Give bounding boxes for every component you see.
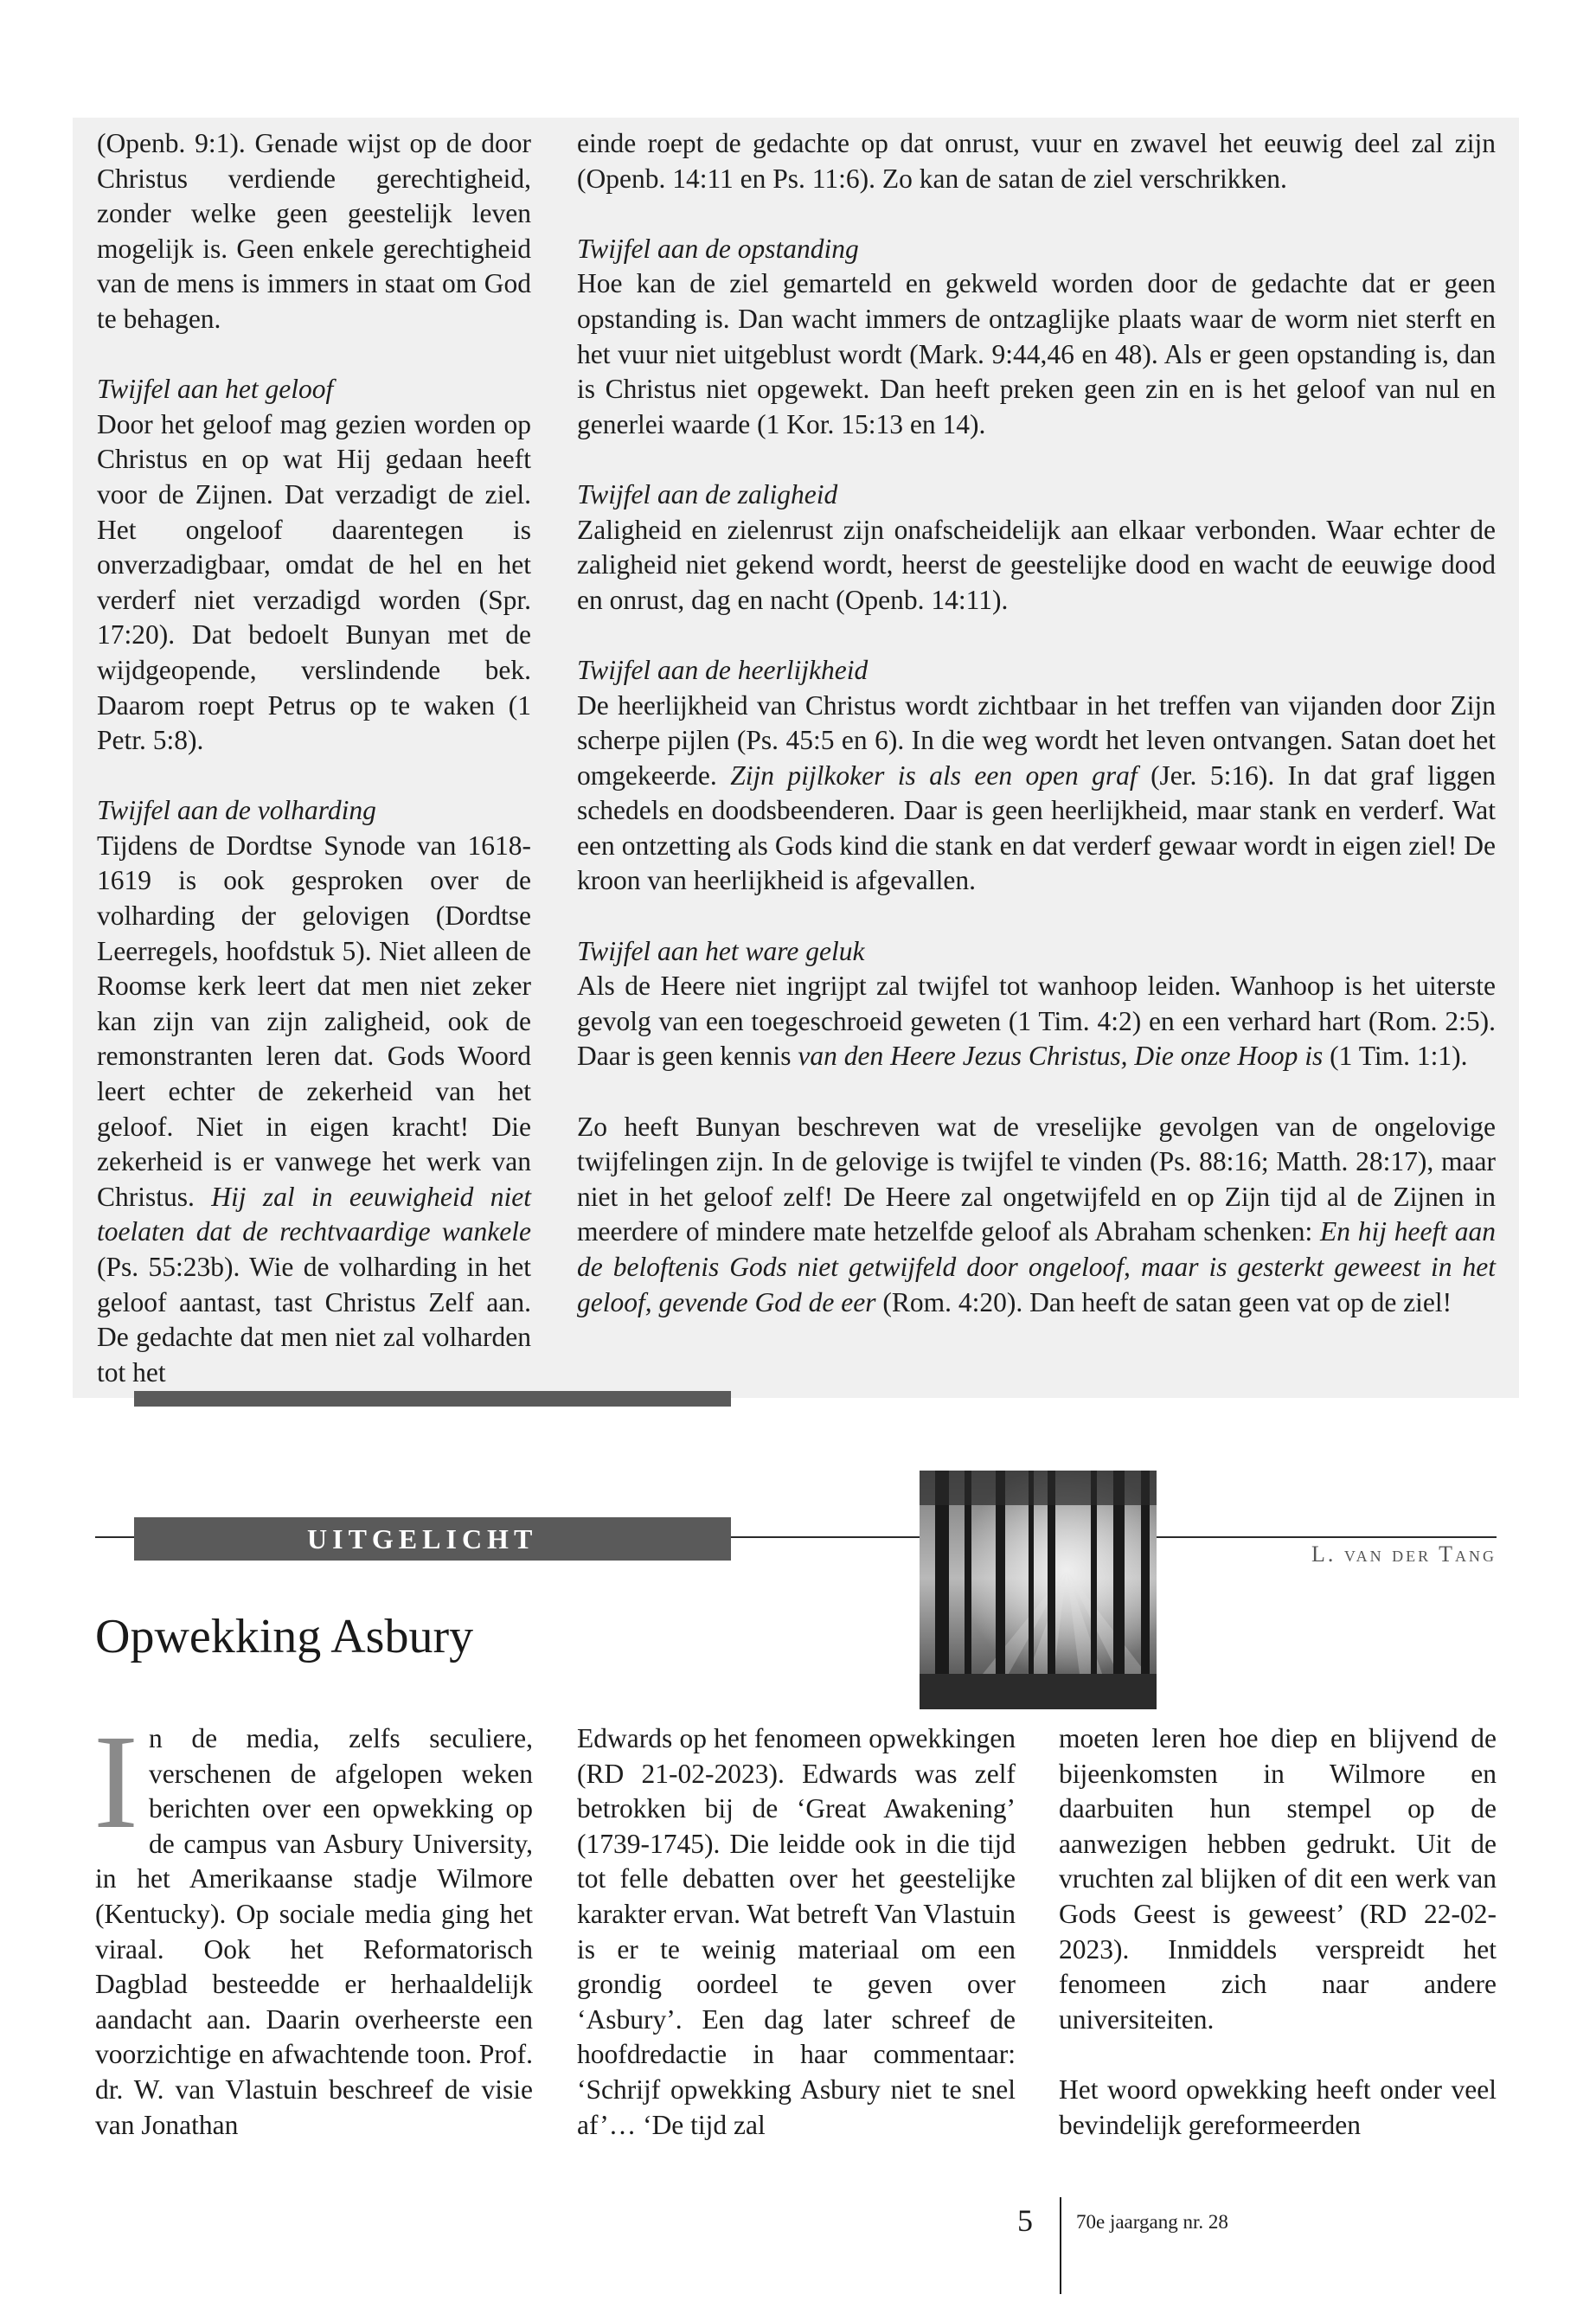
- text-run: Tijdens de Dordtse Synode van 1618-1619 is ook gesproken over de volharding der gelovigen (Dordtse Leerregels, hoofdstuk 5). Niet alleen de Roomse kerk leert dat men niet zeker kan zijn van zijn zaligheid, ook de remonstranten leren dat. Gods Woord leert echter de zekerheid van het geloof. Niet in eigen kracht! Die zekerheid is er vanwege het werk van Christus.: [97, 830, 531, 1212]
- text-run: (1 Tim. 1:1).: [1330, 1041, 1468, 1072]
- subheading: Twijfel aan de zaligheid: [577, 478, 838, 510]
- paragraph: [577, 689, 1496, 900]
- scripture-quote: Hij zal in eeuwigheid niet toelaten dat de rechtvaardige wankele: [97, 1181, 531, 1247]
- text-run: Zo heeft Bunyan beschreven wat de vreselijke gevolgen van de ongelovige twijfelingen zijn. In de gelovige is twijfel te vinden (Ps. 88:16; Matth. 28:17), maar niet in het geloof zelf! De Heere zal ongetwijfeld en op Zijn tijd al de Zijnen in meerdere of mindere mate hetzelfde geloof als Abraham schenken:: [577, 1111, 1496, 1247]
- paragraph: [577, 969, 1496, 1074]
- forest-photo: [920, 1471, 1157, 1709]
- header-rule-right: [1157, 1536, 1497, 1538]
- scripture-quote: van den Heere Jezus Christus, Die onze Hoop is: [798, 1041, 1324, 1072]
- article-column-3: [1059, 1721, 1497, 2143]
- paragraph: (Openb. 9:1). Genade wijst op de door Christus verdiende gerechtigheid, zonder welke geen geestelijk leven mogelijk is. Geen enkele gerechtigheid van de mens is immers in staat om God te behagen.: [97, 128, 531, 334]
- section-label: UITGELICHT: [134, 1517, 731, 1561]
- issue-info: 70e jaargang nr. 28: [1076, 2211, 1228, 2233]
- paragraph: Edwards op het fenomeen opwekkingen (RD 21-02-2023). Edwards was zelf betrokken bij de ‘Great Awakening’ (1739-1745). Die leidde ook in die tijd tot felle debatten over het geestelijke karakter ervan. Wat betreft Van Vlastuin is er te weinig materiaal om een grondig oordeel te geven over ‘Asbury’. Een dag later schreef de hoofdredactie in haar commentaar: ‘Schrijf opwekking Asbury niet te snel af’… ‘De tijd zal: [577, 1723, 1016, 2140]
- drop-cap: I: [93, 1707, 138, 1856]
- scripture-quote: Zijn pijlkoker is als een open graf: [730, 760, 1138, 791]
- paragraph: Door het geloof mag gezien worden op Christus en op wat Hij gedaan heeft voor de Zijnen. Dat verzadigt de ziel. Het ongeloof daarentegen is onverzadigbaar, omdat de hel en het verderf niet verzadigd worden (Spr. 17:20). Dat bedoelt Bunyan met de wijdgeopende, verslindende bek. Daarom roept Petrus op te waken (1 Petr. 5:8).: [97, 408, 531, 756]
- paragraph: n de media, zelfs seculiere, verschenen de afgelopen weken berichten over een opwekking op de campus van Asbury University, in het Amerikaanse stadje Wilmore (Kentucky). Op sociale media ging het viraal. Ook het Reformatorisch Dagblad besteedde er herhaaldelijk aandacht aan. Daarin overheerste een voorzichtige en afwachtende toon. Prof. dr. W. van Vlastuin beschreef de visie van Jonathan: [95, 1723, 533, 2140]
- paragraph: Hoe kan de ziel gemarteld en gekweld worden door de gedachte dat er geen opstanding is. Dan wacht immers de ontzaglijke plaats waar de worm niet sterft en het vuur niet uitgeblust wordt (Mark. 9:44,46 en 48). Als er geen opstanding is, dan is Christus niet opgewekt. Dan heeft preken geen zin en is het geloof van nul en generlei waarde (1 Kor. 15:13 en 14).: [577, 268, 1496, 439]
- subheading: Twijfel aan de opstanding: [577, 233, 859, 264]
- paragraph: moeten leren hoe diep en blijvend de bijeenkomsten in Wilmore en daarbuiten hun stempel op de aanwezigen hebben gedrukt. Uit de vruchten zal blijken of dit een werk van Gods Geest is geweest’ (RD 22-02-2023). Inmiddels verspreidt het fenomeen zich naar andere universiteiten.: [1059, 1723, 1497, 2035]
- header-rule-left: [95, 1536, 134, 1538]
- scripture-quote: En hij heeft aan de beloftenis Gods niet getwijfeld door ongeloof, maar is gesterkt geweest in het geloof, gevende God de eer: [577, 1216, 1496, 1317]
- subheading: Twijfel aan het ware geluk: [577, 935, 865, 966]
- author-name: [1107, 1541, 1497, 1567]
- text-run: Als de Heere niet ingrijpt zal twijfel tot wanhoop leiden. Wanhoop is het uiterste gevolg van een toegeschroeid geweten (1 Tim. 4:2) en een verhard hart (Rom. 2:5). Daar is geen kennis: [577, 971, 1496, 1072]
- text-run: (Ps. 55:23b). Wie de volharding in het geloof aantast, tast Christus Zelf aan. De gedachte dat men niet zal volharden tot het: [97, 1252, 531, 1388]
- paragraph: Het woord opwekking heeft onder veel bevindelijk gereformeerden: [1059, 2073, 1497, 2140]
- paragraph: Zaligheid en zielenrust zijn onafscheidelijk aan elkaar verbonden. Waar echter de zaligheid niet gekend wordt, heerst de geestelijke dood en wacht de eeuwige dood en onrust, dag en nacht (Openb. 14:11).: [577, 514, 1496, 615]
- article-column-1: [93, 1707, 533, 2143]
- text-run: (Rom. 4:20). Dan heeft de satan geen vat op de ziel!: [882, 1286, 1452, 1317]
- top-article-column-2: [577, 126, 1496, 1320]
- article-title: Opwekking Asbury: [95, 1610, 474, 1663]
- paragraph: [577, 1110, 1496, 1321]
- subheading: Twijfel aan de volharding: [97, 795, 376, 826]
- page-number: 5: [1017, 2203, 1033, 2238]
- footer-divider: [1060, 2197, 1061, 2294]
- subheading: Twijfel aan het geloof: [97, 374, 334, 405]
- paragraph: [97, 829, 531, 1391]
- end-bar: [134, 1391, 731, 1407]
- author-text: L. van der Tang: [1311, 1541, 1497, 1567]
- top-article-column-1: [97, 126, 531, 1390]
- text-run: De heerlijkheid van Christus wordt zichtbaar in het treffen van vijanden door Zijn scherpe pijlen (Ps. 45:5 en 6). In die weg wordt het leven ontvangen. Satan doet het omgekeerde.: [577, 689, 1496, 791]
- article-column-2: [577, 1721, 1016, 2143]
- forest-sunbeams-image: [920, 1471, 1157, 1709]
- subheading: Twijfel aan de heerlijkheid: [577, 654, 869, 685]
- text-run: (Jer. 5:16). In dat graf liggen schedels en doodsbeenderen. Daar is geen heerlijkheid, maar stank en verderf. Wat een ontzetting als Gods kind die stank en dat verderf gewaar wordt in eigen ziel! De kroon van heerlijkheid is afgevallen.: [577, 760, 1497, 896]
- paragraph: einde roept de gedachte op dat onrust, vuur en zwavel het eeuwig deel zal zijn (Openb. 14:11 en Ps. 11:6). Zo kan de satan de ziel verschrikken.: [577, 128, 1496, 194]
- header-rule-middle: [731, 1536, 920, 1538]
